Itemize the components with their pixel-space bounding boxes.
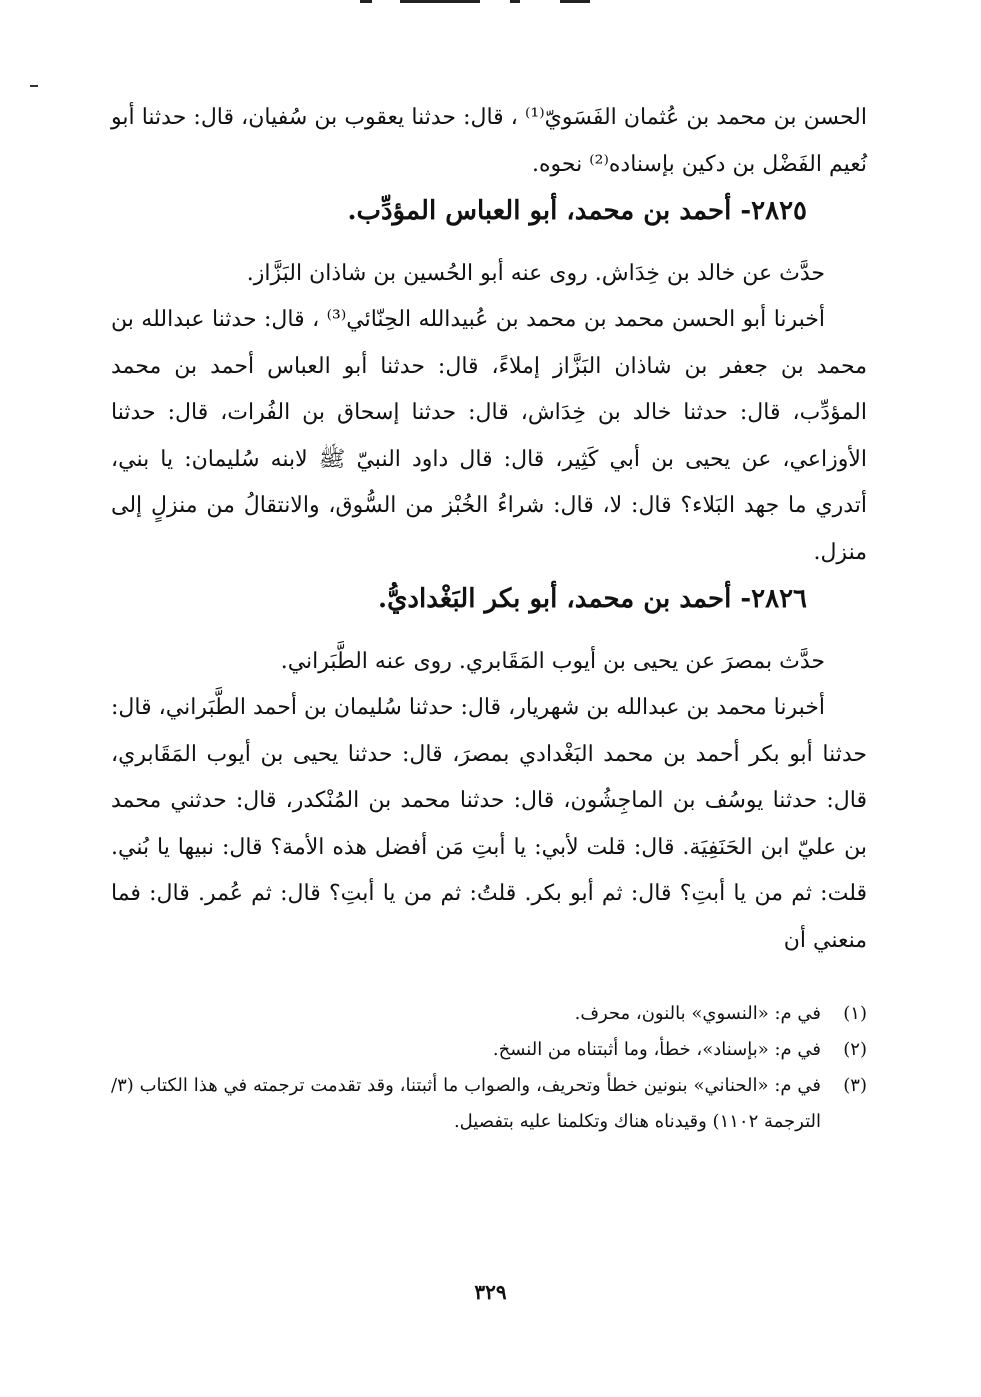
footnote-number: (٢) <box>843 1039 867 1060</box>
footnotes <box>111 996 867 1140</box>
footnote-number: (١) <box>843 1003 867 1024</box>
footnote-text: في م: «النسوي» بالنون، محرف. <box>574 1003 821 1024</box>
hadith-text-2825: أخبرنا أبو الحسن محمد بن محمد بن عُبيدالله الحِنّائي⁽³⁾ ، قال: حدثنا عبدالله بن محمد بن جعفر بن شاذان البَزَّاز إملاءً، قال: حدثنا أبو العباس أحمد بن محمد المؤدِّب، قال: حدثنا خالد بن خِدَاش، قال: حدثنا إسحاق بن الفُرات، قال: حدثنا الأوزاعي، عن يحيى بن أبي كَثِير، قال: قال داود النبيّ ﷺ لابنه سُليمان: يا بني، أتدري ما جهد البَلاء؟ قال: لا، قال: شراءُ الخُبْز من السُّوق، والانتقالُ من منزلٍ إلى منزل. <box>111 307 867 565</box>
paragraph-continuation: الحسن بن محمد بن عُثمان الفَسَويّ⁽¹⁾ ، قال: حدثنا يعقوب بن سُفيان، قال: حدثنا أبو نُعيم الفَضْل بن دكين بإسناده⁽²⁾ نحوه. <box>111 105 867 177</box>
footnote-3 <box>111 1068 867 1140</box>
entry-title-2826: ٢٨٢٦- أحمد بن محمد، أبو بكر البَغْداديُّ. <box>378 584 807 614</box>
footnote-1 <box>111 996 867 1032</box>
footnote-2 <box>111 1032 867 1068</box>
footnote-text: في م: «الحناني» بنونين خطأ وتحريف، والصواب ما أثبتنا، وقد تقدمت ترجمته في هذا الكتاب (٣/ الترجمة ١١٠٢) وقيدناه هناك وتكلمنا عليه بتفصيل. <box>111 1075 821 1132</box>
footnote-text: في م: «بإسناد»، خطأ، وما أثبتناه من النسخ. <box>492 1039 821 1060</box>
entry-title-2825: ٢٨٢٥- أحمد بن محمد، أبو العباس المؤدِّب. <box>347 196 807 226</box>
footnote-number: (٣) <box>843 1075 867 1096</box>
top-rule <box>360 0 610 6</box>
main-text <box>111 95 867 964</box>
hadith-text-2826: أخبرنا محمد بن عبدالله بن شهريار، قال: حدثنا سُليمان بن أحمد الطَّبَراني، قال: حدثنا أبو بكر أحمد بن محمد البَغْدادي بمصرَ، قال: حدثنا يحيى بن أيوب المَقَابري، قال: حدثنا يوسُف بن الماجِشُون، قال: حدثنا محمد بن المُنْكدر، قال: حدثني محمد بن عليّ ابن الحَنَفِيَة. قال: قلت لأبي: يا أبتِ مَن أفضل هذه الأمة؟ قال: نبيها يا بُني. قلت: ثم من يا أبتِ؟ قال: ثم أبو بكر. قلتُ: ثم من يا أبتِ؟ قال: ثم عُمر. قال: فما منعني أن <box>111 695 868 953</box>
page-number: ٣٢٩ <box>474 1280 507 1304</box>
margin-mark <box>30 85 38 87</box>
narration-note-2825: حدَّث عن خالد بن خِدَاش. روى عنه أبو الحُسين بن شاذان البَزَّاز. <box>246 260 825 286</box>
narration-note-2826: حدَّث بمصرَ عن يحيى بن أيوب المَقَابري. روى عنه الطَّبَراني. <box>280 648 825 674</box>
